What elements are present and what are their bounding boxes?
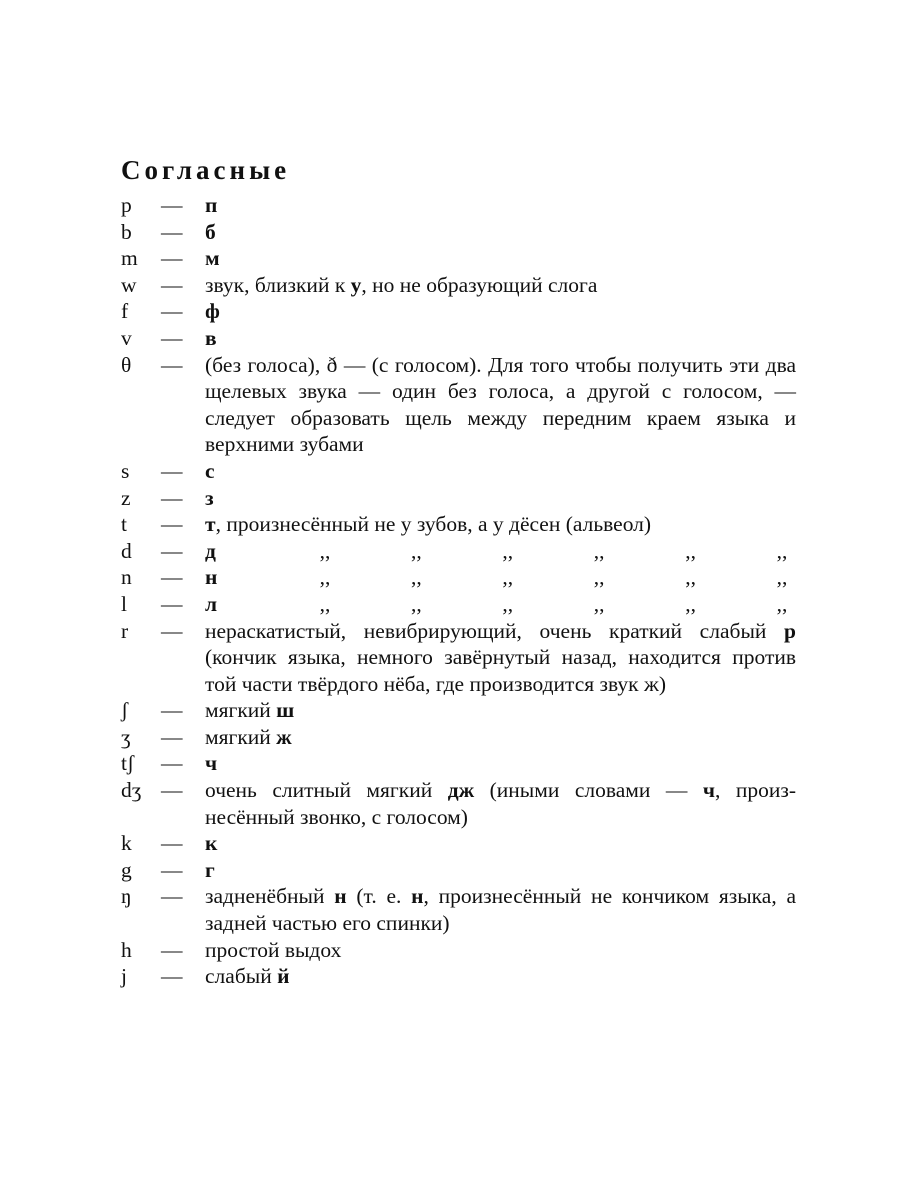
russian-letter: к bbox=[205, 831, 218, 856]
dash-separator: — bbox=[161, 565, 183, 590]
description-text: , произнесённый звонко, с голосом) bbox=[205, 778, 796, 829]
description-text: , произнесённый не кончиком языка, а задней частью его спинки) bbox=[205, 884, 797, 936]
consonant-entry bbox=[121, 352, 796, 458]
sound-description bbox=[205, 777, 796, 830]
description-text: звук, близкий к bbox=[205, 272, 351, 297]
phonetic-symbol: p bbox=[121, 193, 132, 217]
phonetic-symbol: w bbox=[121, 272, 137, 297]
russian-letter: ш bbox=[276, 698, 295, 723]
dash-separator: — bbox=[161, 857, 183, 882]
sound-description bbox=[205, 538, 796, 565]
russian-letter: ж bbox=[276, 724, 292, 749]
dash-separator: — bbox=[161, 352, 183, 377]
dash-separator: — bbox=[161, 937, 183, 962]
ditto-mark: ,, bbox=[685, 538, 696, 563]
dash-separator: — bbox=[161, 219, 183, 244]
sound-description bbox=[205, 830, 796, 857]
sound-description bbox=[205, 697, 796, 724]
dash-separator: — bbox=[161, 751, 183, 776]
ditto-mark: ,, bbox=[411, 591, 422, 616]
dash-separator: — bbox=[161, 724, 183, 749]
phonetic-symbol: t bbox=[121, 512, 127, 537]
section-heading: Согласные bbox=[121, 155, 291, 185]
ditto-mark: ,, bbox=[593, 538, 605, 563]
dash-separator: — bbox=[161, 299, 183, 324]
russian-letter: с bbox=[205, 458, 215, 483]
sound-description bbox=[205, 963, 796, 990]
consonant-entry bbox=[121, 697, 796, 724]
russian-letter: б bbox=[205, 219, 216, 244]
phonetic-symbol: r bbox=[121, 618, 129, 643]
russian-letter: й bbox=[277, 964, 290, 989]
description-text: (кончик языка, немного завёрнутый назад, находится против той части твёрдого нёба, где производится звук ж) bbox=[205, 645, 796, 696]
phonetic-symbol: ʃ bbox=[121, 698, 129, 723]
russian-letter: н bbox=[411, 884, 424, 909]
dash-separator: — bbox=[161, 831, 183, 856]
russian-letter: з bbox=[205, 485, 214, 510]
russian-letter: н bbox=[334, 884, 347, 909]
description-text: , произнесённый не у зубов, а у дёсен (альвеол) bbox=[215, 512, 652, 537]
ditto-mark: ,, bbox=[319, 565, 331, 590]
dash-separator: — bbox=[161, 193, 183, 217]
sound-description bbox=[205, 192, 796, 219]
russian-letter: ч bbox=[205, 751, 218, 776]
dash-separator: — bbox=[161, 538, 183, 563]
russian-letter: л bbox=[205, 591, 218, 616]
consonant-entry bbox=[121, 830, 796, 857]
russian-letter: ф bbox=[205, 299, 220, 324]
sound-description bbox=[205, 245, 796, 272]
sound-description bbox=[205, 352, 796, 458]
ditto-mark: ,, bbox=[776, 591, 788, 616]
russian-letter: р bbox=[784, 618, 796, 643]
description-text: (т. е. bbox=[346, 884, 412, 909]
dash-separator: — bbox=[161, 964, 183, 989]
phonetic-symbol: g bbox=[121, 857, 132, 882]
phonetic-symbol: d bbox=[121, 538, 132, 563]
phonetic-symbol: b bbox=[121, 219, 132, 244]
sound-description bbox=[205, 883, 796, 936]
russian-letter: д bbox=[205, 538, 216, 563]
consonant-entry bbox=[121, 963, 796, 990]
phonetic-symbol: θ bbox=[121, 352, 132, 377]
phonetic-symbol: m bbox=[121, 246, 138, 271]
consonant-entry bbox=[121, 458, 796, 485]
ditto-mark: ,, bbox=[319, 591, 331, 616]
ditto-mark: ,, bbox=[685, 565, 696, 590]
russian-letter: дж bbox=[447, 778, 475, 803]
russian-letter: н bbox=[205, 565, 218, 590]
ditto-mark: ,, bbox=[411, 565, 422, 590]
phonetic-symbol: dʒ bbox=[121, 778, 142, 803]
consonant-entry bbox=[121, 937, 796, 964]
description-text: мягкий bbox=[205, 698, 277, 723]
russian-letter: у bbox=[350, 272, 362, 297]
dash-separator: — bbox=[161, 884, 183, 909]
sound-description bbox=[205, 458, 796, 485]
dash-separator: — bbox=[161, 458, 183, 483]
phonetic-symbol: ʒ bbox=[121, 724, 131, 749]
description-text: очень слитный мягкий bbox=[205, 778, 448, 803]
description-text: простой выдох bbox=[205, 937, 342, 962]
dash-separator: — bbox=[161, 485, 183, 510]
consonant-list bbox=[121, 192, 796, 990]
sound-description bbox=[205, 618, 796, 698]
phonetic-symbol: tʃ bbox=[121, 751, 135, 776]
phonetic-symbol: z bbox=[121, 485, 131, 510]
ditto-mark: ,, bbox=[502, 565, 514, 590]
description-text: нераскатистый, невибрирующий, очень краткий слабый bbox=[205, 618, 785, 643]
dash-separator: — bbox=[161, 778, 183, 803]
sound-description bbox=[205, 325, 796, 352]
ditto-mark: ,, bbox=[502, 538, 514, 563]
consonant-entry bbox=[121, 245, 796, 272]
ditto-mark: ,, bbox=[502, 591, 514, 616]
consonant-entry bbox=[121, 485, 796, 512]
consonant-entry bbox=[121, 538, 796, 565]
russian-letter: г bbox=[205, 857, 215, 882]
ditto-mark: ,, bbox=[593, 591, 605, 616]
consonant-entry bbox=[121, 618, 796, 698]
consonant-entry bbox=[121, 192, 796, 219]
sound-description bbox=[205, 591, 796, 618]
phonetic-symbol: l bbox=[121, 591, 127, 616]
phonetic-symbol: s bbox=[121, 458, 130, 483]
ditto-mark: ,, bbox=[319, 538, 331, 563]
phonetic-symbol: h bbox=[121, 937, 132, 962]
sound-description bbox=[205, 857, 796, 884]
phonetic-symbol: v bbox=[121, 325, 132, 350]
sound-description bbox=[205, 219, 796, 246]
russian-letter: в bbox=[205, 325, 217, 350]
consonant-entry bbox=[121, 883, 796, 936]
consonant-entry bbox=[121, 325, 796, 352]
dash-separator: — bbox=[161, 325, 183, 350]
sound-description bbox=[205, 937, 796, 964]
consonant-entry bbox=[121, 219, 796, 246]
description-text: , но не образующий слога bbox=[361, 272, 598, 297]
consonant-entry bbox=[121, 857, 796, 884]
sound-description bbox=[205, 511, 796, 538]
dash-separator: — bbox=[161, 512, 183, 537]
description-text: задненёбный bbox=[205, 884, 335, 909]
consonant-entry bbox=[121, 724, 796, 751]
ditto-mark: ,, bbox=[776, 565, 788, 590]
phonetic-symbol: j bbox=[121, 964, 127, 989]
consonant-entry bbox=[121, 750, 796, 777]
description-text: (без голоса), ð — (с голосом). Для того чтобы получить эти два щелевых звука — один без голоса, а другой с голосом, — следует образовать щель между передним краем языка и верхними зубами bbox=[205, 352, 796, 457]
dash-separator: — bbox=[161, 591, 183, 616]
phonetic-symbol: n bbox=[121, 565, 132, 590]
dash-separator: — bbox=[161, 698, 183, 723]
dash-separator: — bbox=[161, 272, 183, 297]
dash-separator: — bbox=[161, 618, 183, 643]
sound-description bbox=[205, 564, 796, 591]
sound-description bbox=[205, 272, 796, 299]
ditto-mark: ,, bbox=[685, 591, 696, 616]
description-text: (иными словами — bbox=[474, 778, 703, 803]
dash-separator: — bbox=[161, 246, 183, 271]
sound-description bbox=[205, 298, 796, 325]
consonant-entry bbox=[121, 272, 796, 299]
consonant-entry bbox=[121, 591, 796, 618]
phonetic-symbol: f bbox=[121, 299, 129, 324]
consonants-page bbox=[121, 152, 796, 990]
russian-letter: м bbox=[205, 246, 220, 271]
phonetic-symbol: ŋ bbox=[121, 884, 132, 909]
consonant-entry bbox=[121, 511, 796, 538]
sound-description bbox=[205, 485, 796, 512]
sound-description bbox=[205, 750, 796, 777]
russian-letter: ч bbox=[702, 778, 715, 803]
russian-letter: п bbox=[205, 193, 218, 217]
ditto-mark: ,, bbox=[593, 565, 605, 590]
description-text: мягкий bbox=[205, 724, 277, 749]
phonetic-symbol: k bbox=[121, 831, 132, 856]
russian-letter: т bbox=[205, 512, 216, 537]
ditto-mark: ,, bbox=[411, 538, 422, 563]
sound-description bbox=[205, 724, 796, 751]
description-text: слабый bbox=[205, 964, 278, 989]
consonant-entry bbox=[121, 777, 796, 830]
ditto-mark: ,, bbox=[776, 538, 788, 563]
consonant-entry bbox=[121, 298, 796, 325]
consonant-entry bbox=[121, 564, 796, 591]
